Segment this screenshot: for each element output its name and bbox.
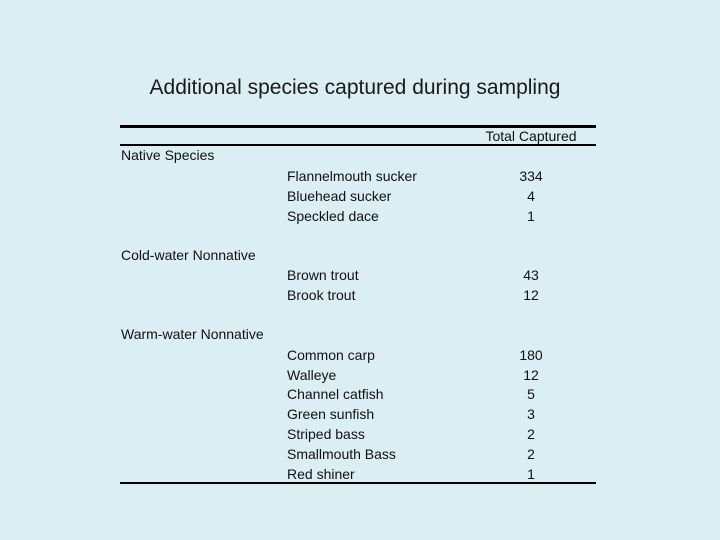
species-name: Channel catfish	[287, 386, 384, 402]
species-count: 12	[523, 287, 539, 303]
species-count: 2	[527, 426, 535, 442]
group-label-native: Native Species	[121, 147, 215, 163]
species-count: 4	[527, 188, 535, 204]
table-header-rule	[120, 144, 596, 146]
group-label-cold-water: Cold-water Nonnative	[121, 247, 256, 263]
species-count: 12	[523, 367, 539, 383]
species-count: 180	[519, 347, 543, 363]
species-count: 3	[527, 406, 535, 422]
species-count: 2	[527, 446, 535, 462]
species-name: Smallmouth Bass	[287, 446, 396, 462]
species-count: 1	[527, 208, 535, 224]
species-name: Common carp	[287, 347, 375, 363]
species-name: Flannelmouth sucker	[287, 168, 417, 184]
species-count: 1	[527, 466, 535, 482]
page-title: Additional species captured during sampling	[149, 76, 561, 99]
species-name: Green sunfish	[287, 406, 375, 422]
table-bottom-rule	[120, 482, 596, 484]
species-name: Red shiner	[287, 466, 355, 482]
species-name: Speckled dace	[287, 208, 379, 224]
species-count: 334	[519, 168, 543, 184]
species-name: Striped bass	[287, 426, 365, 442]
species-name: Bluehead sucker	[287, 188, 392, 204]
species-name: Brook trout	[287, 287, 356, 303]
species-name: Walleye	[287, 367, 337, 383]
species-count: 5	[527, 386, 535, 402]
species-count: 43	[523, 267, 539, 283]
species-name: Brown trout	[287, 267, 359, 283]
total-captured-header: Total Captured	[485, 128, 577, 144]
group-label-warm-water: Warm-water Nonnative	[121, 326, 264, 342]
